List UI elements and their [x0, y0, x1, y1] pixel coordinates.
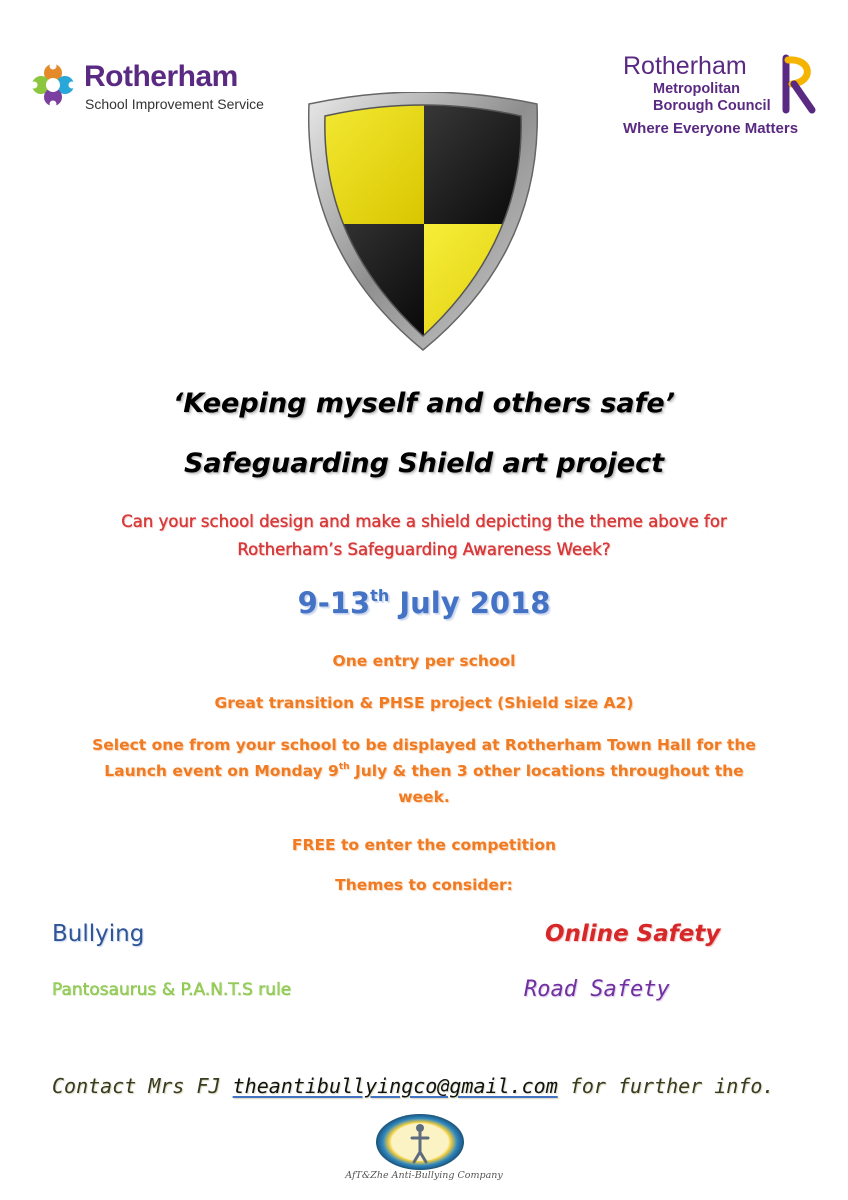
event-date [0, 586, 848, 620]
event-date-days: 9-13 [297, 586, 371, 620]
themes-heading: Themes to consider: [335, 876, 513, 894]
company-name: AfT&Zhe Anti-Bullying Company [345, 1170, 503, 1181]
contact-suffix: for further info. [557, 1074, 775, 1098]
right-logo-name: Rotherham [623, 52, 747, 80]
contact-line [52, 1074, 774, 1098]
stylized-r-logo [782, 54, 816, 114]
left-logo-name: Rotherham [84, 60, 238, 93]
question-line-1: Can your school design and make a shield depicting the theme above for [121, 512, 727, 531]
theme-online-safety: Online Safety [545, 921, 721, 947]
select-line-1: Select one from your school to be displayed at Rotherham Town Hall for the [92, 736, 756, 754]
select-line-2 [0, 762, 848, 780]
black-yellow-quartered-shield [303, 92, 543, 352]
project-info: Great transition & PHSE project (Shield size A2) [214, 694, 634, 712]
free-entry: FREE to enter the competition [291, 836, 557, 854]
select-line-2-ordinal: th [338, 762, 350, 772]
select-line-2-end: July & then 3 other locations throughout the [349, 762, 744, 780]
right-logo-line2: Metropolitan [653, 81, 740, 97]
entry-rule: One entry per school [332, 652, 516, 670]
question-line-2: Rotherham’s Safeguarding Awareness Week? [237, 540, 611, 559]
title-line-2: Safeguarding Shield art project [183, 448, 665, 479]
theme-pantosaurus: Pantosaurus & P.A.N.T.S rule [52, 980, 292, 1000]
theme-bullying: Bullying [52, 921, 145, 947]
rotherham-school-improvement-logo [28, 58, 288, 118]
theme-road-safety: Road Safety [524, 977, 670, 1002]
rotherham-council-logo [620, 52, 820, 142]
select-line-2-start: Launch event on Monday 9 [104, 762, 339, 780]
contact-email-link[interactable]: theantibullyingco@gmail.com [232, 1074, 558, 1098]
colored-pinwheel-people-logo [28, 60, 78, 110]
event-date-month-year: July 2018 [389, 586, 551, 620]
event-date-suffix: th [370, 586, 390, 605]
contact-prefix: Contact Mrs FJ [52, 1074, 233, 1098]
right-logo-tagline: Where Everyone Matters [623, 120, 799, 137]
right-logo-line3: Borough Council [653, 98, 771, 114]
title-line-1: ‘Keeping myself and others safe’ [173, 388, 675, 419]
left-logo-subtitle: School Improvement Service [85, 96, 264, 112]
select-line-3: week. [398, 788, 450, 806]
